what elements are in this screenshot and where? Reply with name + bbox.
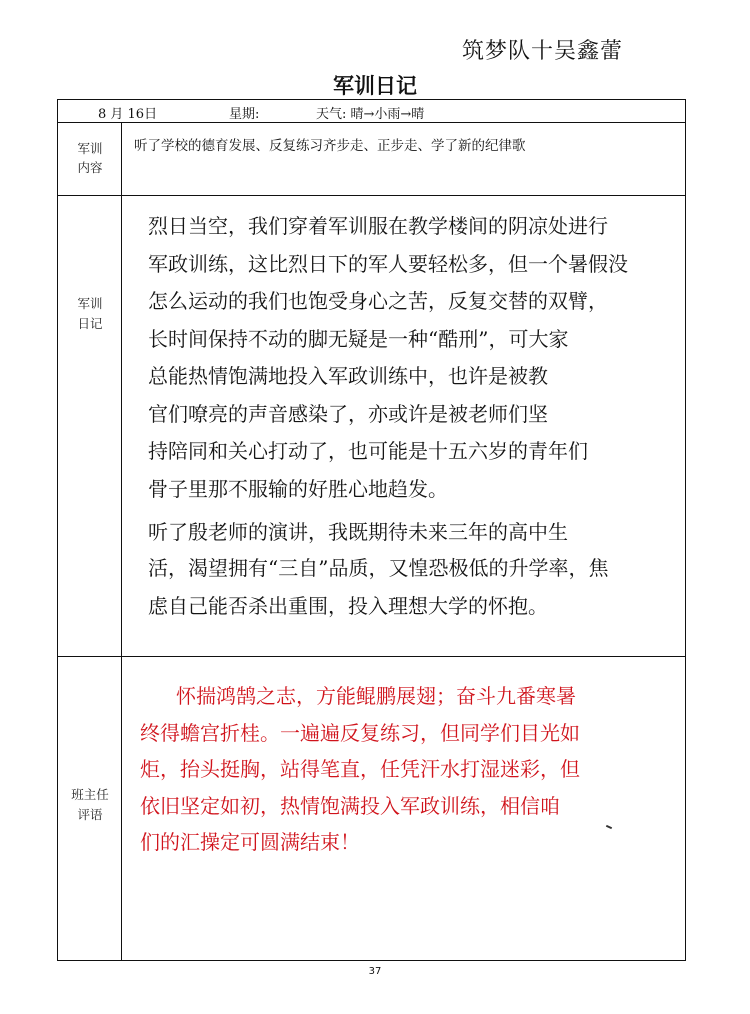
diary-line: 总能热情饱满地投入军政训练中，也许是被教 xyxy=(148,364,548,388)
comment-line: 终得蟾宫折桂。一遍遍反复练习，但同学们目光如 xyxy=(140,720,580,745)
diary-line: 骨子里那不服输的好胜心地趋发。 xyxy=(148,476,448,501)
author-signature: 筑梦队十吴鑫蕾 xyxy=(462,39,624,64)
diary-line: 活，渴望拥有“三自”品质，又惶恐极低的升学率，焦 xyxy=(148,556,609,580)
comment-line: 依旧坚定如初，热情饱满投入军政训练，相信咱 xyxy=(140,793,560,818)
teacher-comment-text xyxy=(140,678,680,861)
diary-text xyxy=(148,208,678,625)
date-field: 8 月 16日 xyxy=(98,107,158,122)
label-training-diary-line1: 军训 xyxy=(77,296,103,311)
comment-line: 怀揣鸿鹄之志，方能鲲鹏展翅；奋斗九番寒暑 xyxy=(176,684,576,708)
label-training-diary-line2: 日记 xyxy=(77,316,103,331)
form-header-row xyxy=(58,100,685,123)
diary-form xyxy=(57,99,686,961)
diary-line: 怎么运动的我们也饱受身心之苦，反复交替的双臂， xyxy=(148,289,608,313)
weekday-field: 星期: xyxy=(229,107,260,122)
page-title: 军训日记 xyxy=(333,74,417,98)
diary-line: 官们嘹亮的声音感染了，亦或许是被老师们坚 xyxy=(148,401,548,426)
label-training-content-line2: 内容 xyxy=(77,160,103,175)
diary-line: 军政训练，这比烈日下的军人要轻松多，但一个暑假没 xyxy=(148,251,628,276)
label-teacher-comment-line2: 评语 xyxy=(77,807,103,822)
training-content-text: 听了学校的德育发展、反复练习齐步走、正步走、学了新的纪律歌 xyxy=(134,138,526,154)
diary-line: 虑自己能否杀出重围，投入理想大学的怀抱。 xyxy=(148,593,548,618)
divider-diary-comment xyxy=(58,656,685,657)
diary-line: 听了殷老师的演讲，我既期待未来三年的高中生 xyxy=(148,520,568,544)
label-column xyxy=(58,123,122,960)
label-teacher-comment-line1: 班主任 xyxy=(71,787,109,802)
diary-line: 长时间保持不动的脚无疑是一种“酷刑”，可大家 xyxy=(148,326,569,351)
divider-content-diary xyxy=(58,195,685,196)
comment-line: 炬，抬头挺胸，站得笔直，任凭汗水打湿迷彩，但 xyxy=(140,757,580,781)
label-training-content-line1: 军训 xyxy=(77,141,103,156)
diary-line: 烈日当空，我们穿着军训服在教学楼间的阴凉处进行 xyxy=(148,214,608,238)
comment-line: 们的汇操定可圆满结束！ xyxy=(140,830,360,854)
diary-line: 持陪同和关心打动了，也可能是十五六岁的青年们 xyxy=(148,439,588,463)
weather-field: 天气: 晴→小雨→晴 xyxy=(316,107,425,122)
page-number: 37 xyxy=(368,966,382,977)
